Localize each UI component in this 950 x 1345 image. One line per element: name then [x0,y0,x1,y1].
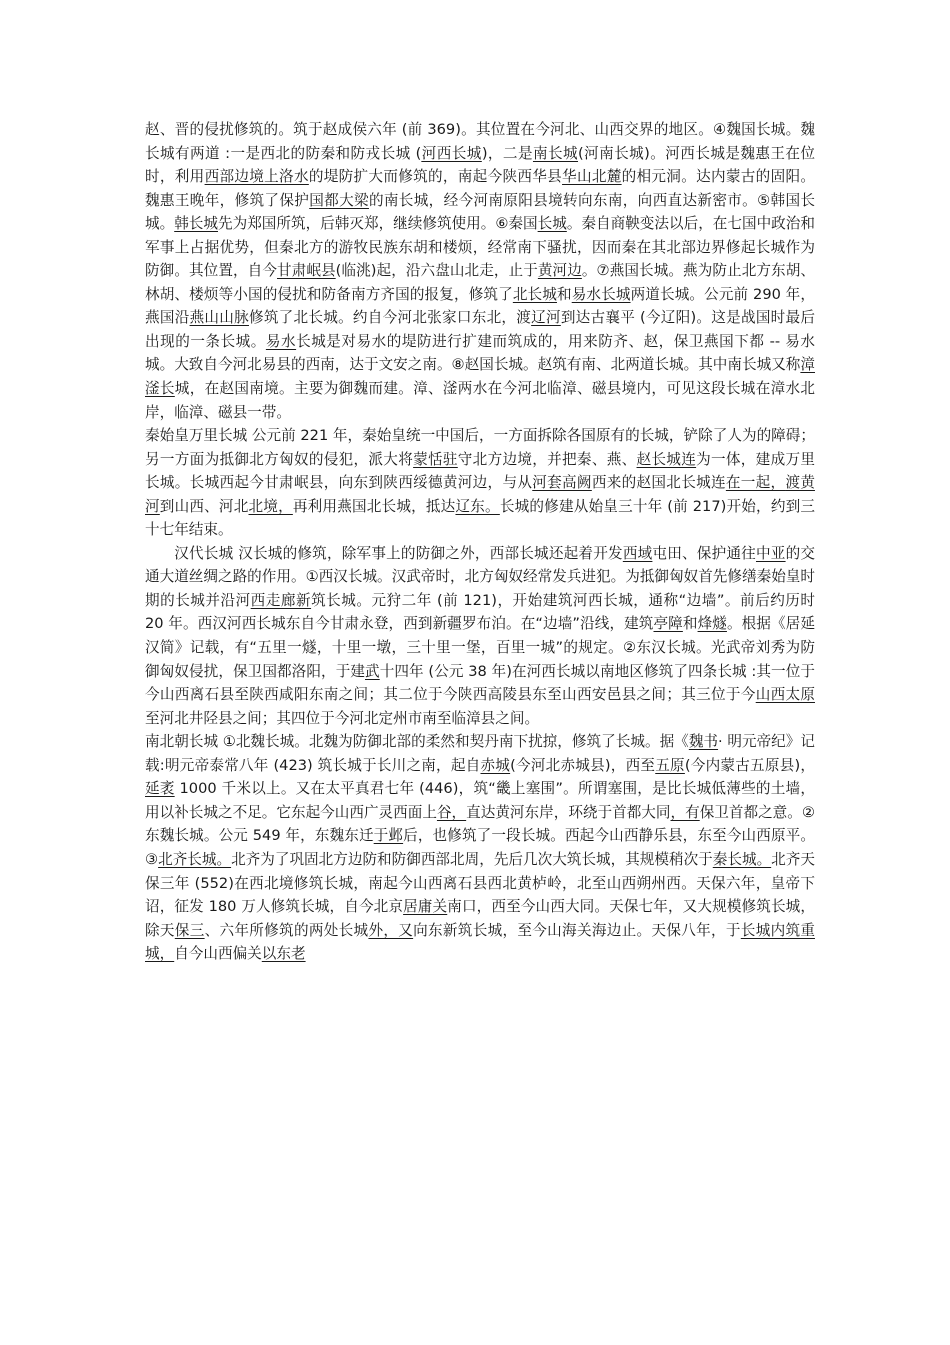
text-run: 西来的赵国北长城连 [591,474,726,492]
text-run: 。根据《居延汉简》记载，有“五里一燧，十里一墩，三十里一堡，百里一城”的规定。②东汉长城。光武帝刘秀为防御匈奴侵扰，保卫国都洛阳，于建 [145,615,815,680]
text-run: 长城的修建从始皇三十年 (前 217)开始，约到三十七年结束。 [145,497,815,539]
text-run: 筑长城。元狩二年 (前 121)，开始建筑河西长城，通称“边墙”。前后约历时 20 年。西汉河西长城东自今甘肃永登，西到新疆罗布泊。在“边墙”沿线，建筑 [145,591,815,633]
text-run: 汉代长城 汉长城的修筑，除军事上的防御之外，西部长城还起着开发 [174,544,623,562]
paragraph-qin-great-wall [145,424,815,542]
text-run: (河南长城)。河西长城是魏惠王在位时，利用 [145,144,815,186]
text-run: 城，在赵国南境。主要为御魏而建。漳、滏两水在今河北临漳、磁县境内，可见这段长城在漳水北岸，临漳、磁县一带。 [145,380,815,421]
text-run: (临洮)起，沿六盘山北走，止于 [335,262,538,280]
paragraph-northern-southern-walls [145,730,815,965]
underlined-term: 武 [365,662,380,680]
text-run: 南口，西至今山西大同。天保七年，又大规模修筑长城，除天 [145,898,815,939]
underlined-term: 黄河边 [537,262,582,280]
text-run: 修筑了北长城。约自今河北张家口东北，渡 [248,309,532,327]
underlined-term: 魏书 [688,733,719,751]
underlined-term: 长城 [537,215,567,233]
text-run: 守北方边境，并把秦、燕、 [457,450,637,468]
underlined-term: 五原 [655,756,685,774]
underlined-term: 北境， [248,497,293,515]
underlined-term: 居庸关 [403,898,448,916]
text-run: 再利用燕国北长城，抵达 [292,497,456,515]
text-run: 为一体，建成万里长城。长城西起今甘肃岷县，向东到陕西绥德黄河边，与从 [145,450,815,492]
text-run: 北齐为了巩固北方边防和防御西部北周，先后几次大筑长城，其规模稍次于 [231,850,713,868]
underlined-term: 华山北麓 [562,168,622,186]
text-run: 向东新筑长城，至今山海关海边止。天保八年，于 [413,921,741,939]
underlined-term: 易水长城 [571,285,631,303]
text-run: 、六年所修筑的两处长城 [204,921,369,939]
underlined-term: 国都大梁 [309,191,369,209]
underlined-term: 蒙恬驻 [413,450,458,468]
text-run: 十四年 (公元 38 年)在河西长城以南地区修筑了四条长城 :其一位于今山西离石县至陕西咸阳东南之间；其二位于今陕西高陵县东至山西安邑县之间；其三位于今 [145,662,815,704]
text-run: (今内蒙古五原县)， [684,756,815,774]
underlined-term: 河套高阙 [532,474,592,492]
text-run: 秦始皇万里长城 公元前 221 年，秦始皇统一中国后，一方面拆除各国原有的长城，铲除了人为的障碍；另一方面为抵御北方匈奴的侵犯，派大将 [145,427,815,468]
text-run: 和 [556,285,572,303]
paragraph-han-walls [145,542,815,730]
document-page [145,118,815,966]
underlined-term: 辽河 [531,309,561,327]
underlined-term: 赵长城连 [636,450,697,468]
underlined-term: 保三 [174,921,205,939]
underlined-term: 延袤 [145,780,175,798]
underlined-term: 南长城 [532,144,579,162]
text-run: 保卫首都之意。②东魏长城。公元 549 年，东魏东迁 [145,803,815,845]
underlined-term: 燕山山脉 [189,309,249,327]
text-run: 和 [682,615,698,633]
text-run: 到达古襄平 (今辽阳)。这是战国时最后出现的一条长城。 [145,309,815,350]
underlined-term: 漳滏长 [145,356,815,398]
underlined-term: 北齐长城。 [158,850,232,868]
underlined-term: 渡黄河 [145,474,815,515]
underlined-term: 北长城 [512,285,557,303]
text-run: 北齐天保三年 (552)在西北境修筑长城，南起今山西离石县西北黄栌岭，北至山西朔州西。天保六年，皇帝下诏，征发 180 万人修筑长城，自今北京 [145,850,815,916]
text-run: 。秦自商鞅变法以后，在七国中政治和军事上占据优势，但秦北方的游牧民族东胡和楼烦，经常南下骚扰，因而秦在其北部边界修起长城作为防御。其位置，自今 [145,215,815,280]
text-run: 的相元洞。达内蒙古的固阳。魏惠王晚年，修筑了保护 [145,168,815,209]
text-run: 。⑦燕国长城。燕为防止北方东胡、林胡、楼烦等小国的侵扰和防备南方齐国的报复，修筑了 [145,262,815,303]
text-run: 长城是对易水的堤防进行扩建而筑成的，用来防齐、赵，保卫燕国下都 -- 易水城。大致自今河北易县的西南，达于文安之南。⑧赵国长城。赵筑有南、北两道长城。其中南长城又称 [145,332,815,374]
text-run: 赵、晋的侵扰修筑的。筑于赵成侯六年 (前 369)。其位置在今河北、山西交界的地区。④魏国长城。魏长城有两道 :一是西北的防秦和防戎长城 ( [145,121,815,162]
text-run: 1000 千米以上。又在太平真君七年 (446)，筑“畿上塞围”。所谓塞围，是比长城低薄些的土墙，用以补长城之不足。它东起今山西广灵西面上 [145,780,815,821]
text-run: 南北朝长城 ①北魏长城。北魏为防御北部的柔然和契丹南下扰掠，修筑了长城。据《 [145,733,689,751]
text-run: · 明元帝纪》记载:明元帝泰常八年 (423) 筑长城于长川之南，起自 [145,733,815,774]
underlined-term: 外，又 [368,921,414,939]
underlined-term: 河西长城 [421,144,482,162]
text-run: 后，也修筑了一段长城。西起今山西静乐县，东至今山西原平。③ [145,827,815,868]
underlined-term: 甘肃岷县 [277,262,336,280]
underlined-term: 亭障 [653,615,683,633]
text-run: 至河北井陉县之间；其四位于今河北定州市南至临漳县之间。 [145,709,540,727]
underlined-term: 于邺 [373,827,404,845]
text-run: )，二是 [481,144,533,162]
text-run: 到山西、河北 [159,497,249,515]
underlined-term: 在一起， [725,474,786,492]
text-run: 屯田、保护通往 [652,544,756,562]
underlined-term: 西域 [622,544,653,562]
underlined-term: 秦长城。 [712,850,772,868]
underlined-term: 西走廊新 [250,591,312,609]
text-run: 的南长城，经今河南原阳县境转向东南，向西直达新密市。⑤韩国长城。 [145,191,815,233]
underlined-term: 烽燧 [697,615,727,633]
underlined-term: 中亚 [755,544,786,562]
text-run: 的交通大道丝绸之路的作用。①西汉长城。汉武帝时，北方匈奴经常发兵进犯。为抵御匈奴首先修缮秦始皇时期的长城并沿河 [145,544,815,609]
underlined-term: 韩长城 [174,215,218,233]
underlined-term: ，有 [670,803,700,821]
text-run: 两道长城。公元前 290 年，燕国沿 [145,285,815,327]
underlined-term: 西部边境上洛水 [204,168,309,186]
underlined-term: 赤城 [480,756,511,774]
underlined-term: 谷， [436,803,467,821]
text-run: (今河北赤城县)，西至 [510,756,656,774]
text-run: 先为郑国所筑，后韩灭郑，继续修筑使用。⑥秦国 [218,215,538,233]
underlined-term: 易水 [265,332,297,350]
underlined-term: 长城内筑重城， [145,921,815,963]
text-run: 自今山西偏关 [174,945,262,963]
underlined-term: 以东老 [261,945,306,963]
paragraph-warring-states-walls [145,118,815,424]
underlined-term: 辽东。 [455,497,500,515]
text-run: 直达黄河东岸，环绕于首都大同 [466,803,671,821]
text-run: 的堤防扩大而修筑的，南起今陕西华县 [308,168,563,186]
underlined-term: 山西太原 [755,686,815,704]
